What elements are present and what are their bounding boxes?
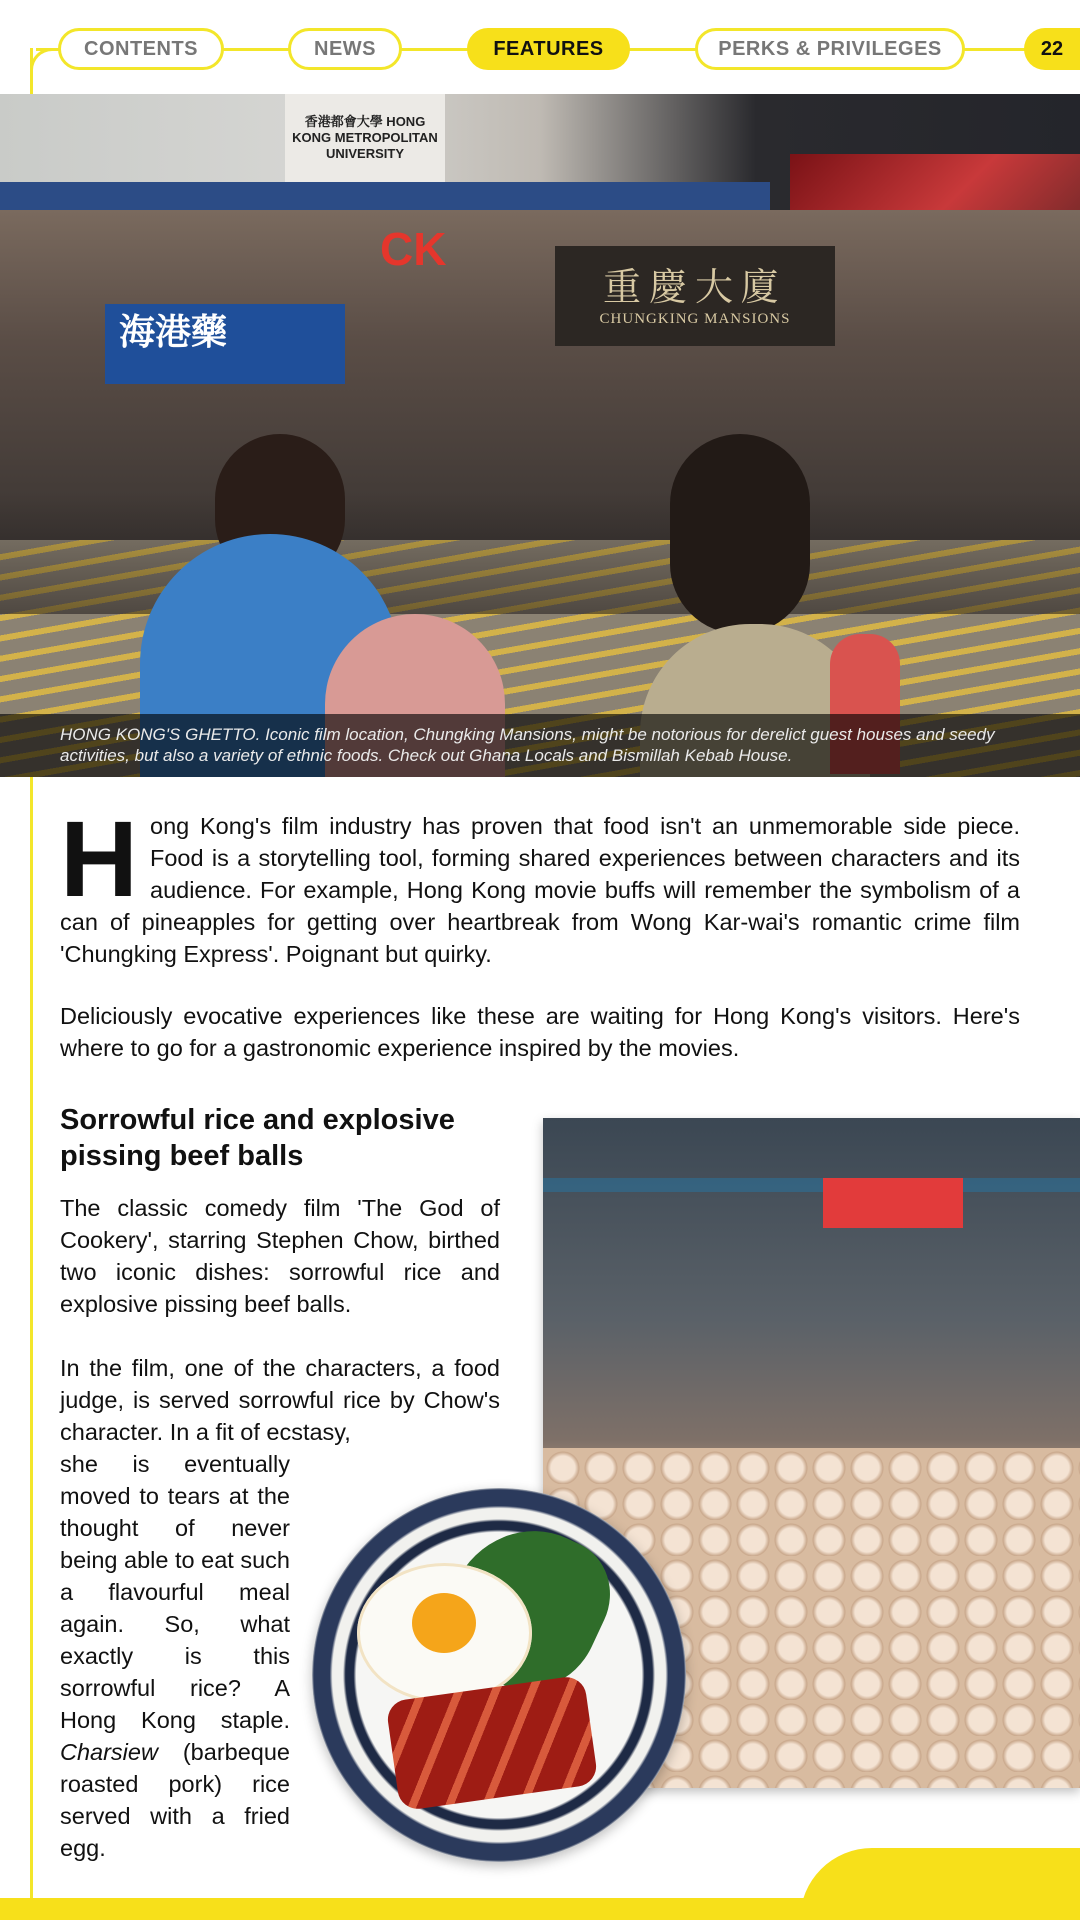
tab-perks-privileges[interactable]: PERKS & PRIVILEGES: [695, 28, 965, 70]
page-number: 22: [1024, 28, 1080, 70]
charsiew-italic: Charsiew: [60, 1739, 158, 1765]
sorrowful-rice-plate-photo: [312, 1488, 686, 1862]
mansion-sign-chinese: 重慶大廈: [602, 267, 787, 309]
university-billboard: 香港都會大學 HONG KONG METROPOLITAN UNIVERSITY: [285, 94, 445, 206]
tab-news[interactable]: NEWS: [288, 28, 402, 70]
ck-logo-sign: CK: [380, 223, 447, 275]
column-paragraph-2b: [60, 1448, 290, 1864]
section-heading: Sorrowful rice and explosive pissing beef balls: [60, 1104, 455, 1172]
column-paragraph-2a: In the film, one of the characters, a food judge, is served sorrowful rice by Chow's character. In a fit of ecstasy,: [60, 1355, 500, 1445]
chungking-mansions-sign: [555, 246, 835, 346]
scrolling-sign: [0, 182, 770, 210]
mansion-sign-english: CHUNGKING MANSIONS: [599, 311, 791, 327]
stall-shelf: [543, 1178, 1080, 1192]
red-container: [823, 1178, 963, 1228]
person-head-long-hair: [670, 434, 810, 634]
hero-photo-street-scene: [0, 94, 1080, 777]
hero-caption: HONG KONG'S GHETTO. Iconic film location, Chungking Mansions, might be notorious for derelict guest houses and seedy activities, but also a variety of ethnic foods. Check out Ghana Locals and Bismillah Kebab House.: [60, 725, 995, 765]
column-paragraph-2c-text: (barbeque roasted pork) rice served with a fried egg.: [60, 1739, 290, 1861]
pharmacy-sign: 海港藥: [105, 304, 345, 384]
egg-yolk: [412, 1593, 476, 1653]
drop-cap: H: [60, 798, 138, 919]
second-paragraph: Deliciously evocative experiences like these are waiting for Hong Kong's visitors. Here's where to go for a gastronomic experience inspired by the movies.: [60, 1003, 1020, 1061]
column-paragraph-2b-text: she is eventually moved to tears at the thought of never being able to eat such a flavourful meal again. So, what exactly is this sorrowful rice? A Hong Kong staple.: [60, 1451, 290, 1733]
left-rail-corner: [30, 48, 56, 74]
intro-paragraph: [60, 798, 1020, 970]
column-paragraph-1: The classic comedy film 'The God of Cookery', starring Stephen Chow, birthed two iconic dishes: sorrowful rice and explosive pissing beef balls.: [60, 1195, 500, 1317]
intro-text: ong Kong's film industry has proven that food isn't an unmemorable side piece. Food is a storytelling tool, forming shared experiences between characters and its audience. For example, Hong Kong movie buffs will remember the symbolism of a can of pineapples for getting over heartbreak from Wong Kar-wai's romantic crime film 'Chungking Express'. Poignant but quirky.: [60, 813, 1020, 967]
tab-features[interactable]: FEATURES: [467, 28, 630, 70]
tab-contents[interactable]: CONTENTS: [58, 28, 224, 70]
footer-yellow-band: [0, 1898, 1080, 1920]
